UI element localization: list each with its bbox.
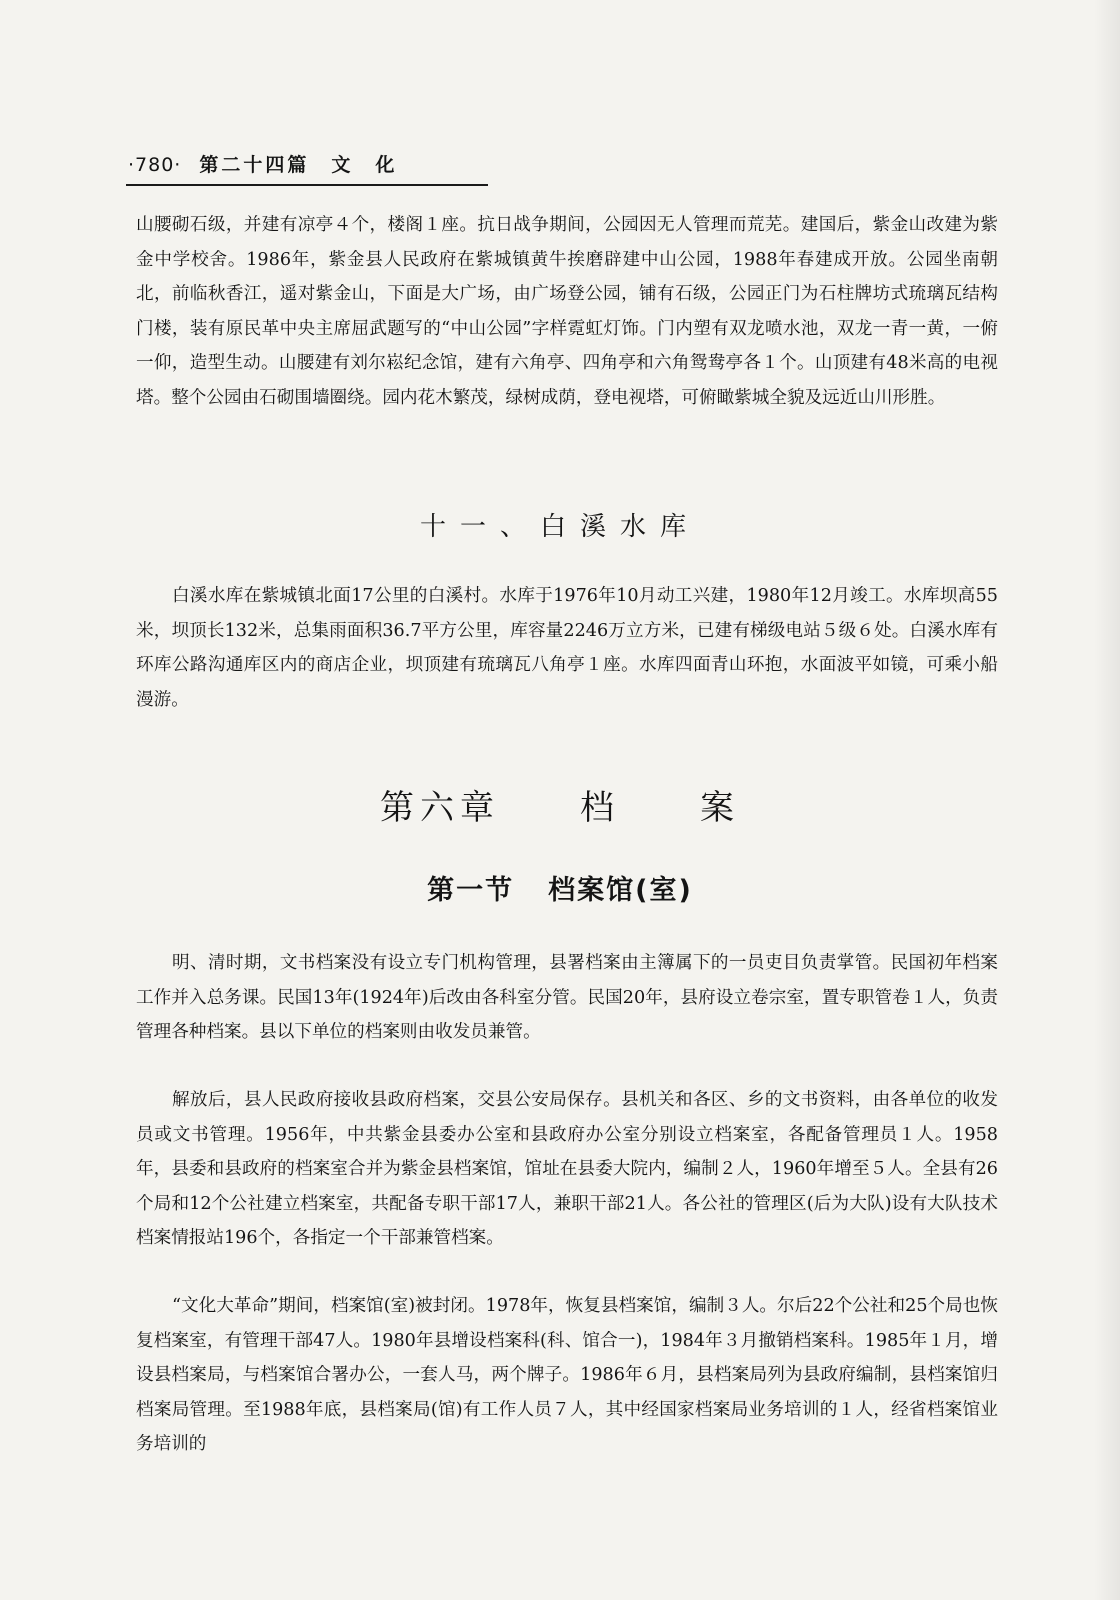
section-heading: 十一、白溪水库	[419, 512, 700, 542]
running-header	[128, 150, 488, 177]
chapter-prefix: 第六章	[380, 788, 500, 828]
node-prefix: 第一节	[427, 875, 515, 906]
chapter-char-1: 档	[580, 788, 620, 828]
chapter-char-2: 案	[700, 788, 740, 828]
header-rule	[126, 184, 488, 186]
paragraph-ming-qing: 明、清时期，文书档案没有设立专门机构管理，县署档案由主簿属下的一员吏目负责掌管。民国初年档案工作并入总务课。民国13年(1924年)后改由各科室分管。民国20年，县府设立卷宗室，置专职管卷１人，负责管理各种档案。县以下单位的档案则由收发员兼管。	[136, 953, 998, 1042]
paragraph-reservoir: 白溪水库在紫城镇北面17公里的白溪村。水库于1976年10月动工兴建，1980年12月竣工。水库坝高55米，坝顶长132米，总集雨面积36.7平方公里，库容量2246万立方米，已建有梯级电站５级６处。白溪水库有环库公路沟通库区内的商店企业，坝顶建有琉璃瓦八角亭１座。水库四面青山环抱，水面波平如镜，可乘小船漫游。	[136, 586, 998, 710]
node-title: 档案馆(室)	[548, 875, 693, 906]
paragraph-cultural-revolution: “文化大革命”期间，档案馆(室)被封闭。1978年，恢复县档案馆，编制３人。尔后22个公社和25个局也恢复档案室，有管理干部47人。1980年县增设档案科(科、馆合一)，1984年３月撤销档案科。1985年１月，增设县档案局，与档案馆合署办公，一套人马，两个牌子。1986年６月，县档案局列为县政府编制，县档案馆归档案局管理。至1988年底，县档案局(馆)有工作人员７人，其中经国家档案局业务培训的１人，经省档案馆业务培训的	[136, 1296, 998, 1454]
page-edge-shadow	[1094, 0, 1120, 1600]
chapter-heading	[0, 780, 1120, 829]
paragraph-park-continued: 山腰砌石级，并建有凉亭４个，楼阁１座。抗日战争期间，公园因无人管理而荒芜。建国后，紫金山改建为紫金中学校舍。1986年，紫金县人民政府在紫城镇黄牛挨磨辟建中山公园，1988年春建成开放。公园坐南朝北，前临秋香江，遥对紫金山，下面是大广场，由广场登公园，铺有石级，公园正门为石柱牌坊式琉璃瓦结构门楼，装有原民革中央主席屈武题写的“中山公园”字样霓虹灯饰。门内塑有双龙喷水池，双龙一青一黄，一俯一仰，造型生动。山腰建有刘尔崧纪念馆，建有六角亭、四角亭和六角鸳鸯亭各１个。山顶建有48米高的电视塔。整个公园由石砌围墙圈绕。园内花木繁茂，绿树成荫，登电视塔，可俯瞰紫城全貌及远近山川形胜。	[136, 215, 998, 408]
page-number: ·780·	[128, 154, 182, 176]
node-heading	[0, 868, 1120, 907]
running-title: 第二十四篇 文 化	[199, 154, 398, 176]
paragraph-liberation: 解放后，县人民政府接收县政府档案，交县公安局保存。县机关和各区、乡的文书资料，由各单位的收发员或文书管理。1956年，中共紫金县委办公室和县政府办公室分别设立档案室，各配备管理员１人。1958年，县委和县政府的档案室合并为紫金县档案馆，馆址在县委大院内，编制２人，1960年增至５人。全县有26个局和12个公社建立档案室，共配备专职干部17人，兼职干部21人。各公社的管理区(后为大队)设有大队技术档案情报站196个，各指定一个干部兼管档案。	[136, 1090, 998, 1248]
